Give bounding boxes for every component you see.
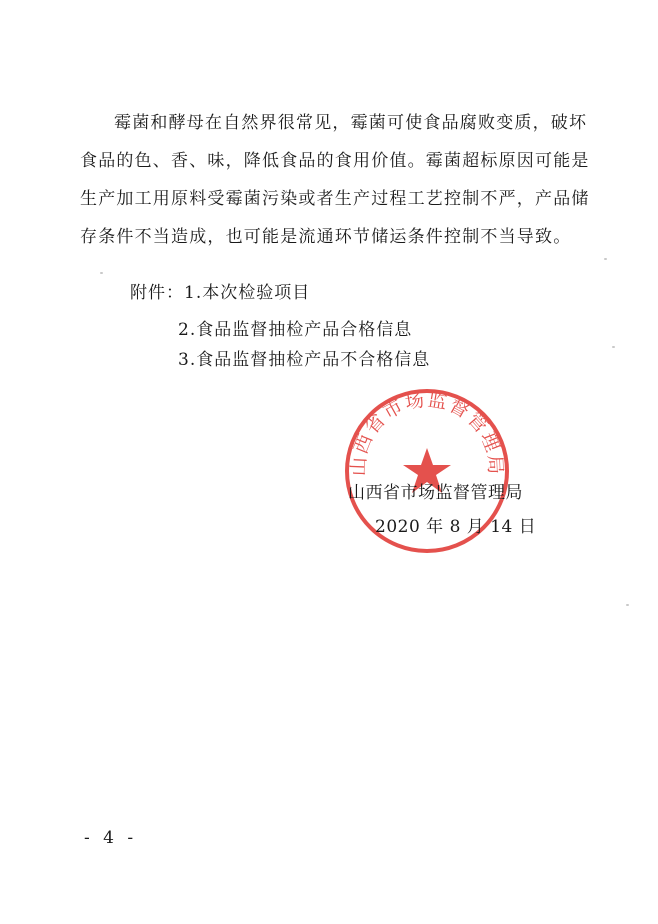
attachment-item-3: 3.食品监督抽检产品不合格信息 [178, 350, 431, 370]
paragraph-line-2: 食品的色、香、味，降低食品的食用价值。霉菌超标原因可能是 [80, 151, 590, 171]
paragraph-line-1: 霉菌和酵母在自然界很常见，霉菌可使食品腐败变质，破坏 [114, 113, 588, 133]
body-paragraph [80, 104, 600, 256]
svg-text:山西省市场监督管理局: 山西省市场监督管理局 [347, 388, 507, 477]
paragraph-line-4: 存条件不当造成，也可能是流通环节储运条件控制不当导致。 [80, 227, 572, 247]
page-number: - 4 - [84, 828, 138, 848]
scan-speck [612, 346, 615, 348]
scan-speck [100, 272, 103, 274]
paragraph-line-3: 生产加工用原料受霉菌污染或者生产过程工艺控制不严，产品储 [80, 189, 590, 209]
attachment-item-2: 2.食品监督抽检产品合格信息 [178, 320, 413, 340]
issue-date: 2020 年 8 月 14 日 [375, 517, 537, 537]
attachment-item-1: 附件：1.本次检验项目 [130, 283, 311, 303]
scan-speck [604, 258, 607, 260]
issuer-name: 山西省市场监督管理局 [348, 483, 523, 503]
scan-speck [626, 604, 629, 606]
